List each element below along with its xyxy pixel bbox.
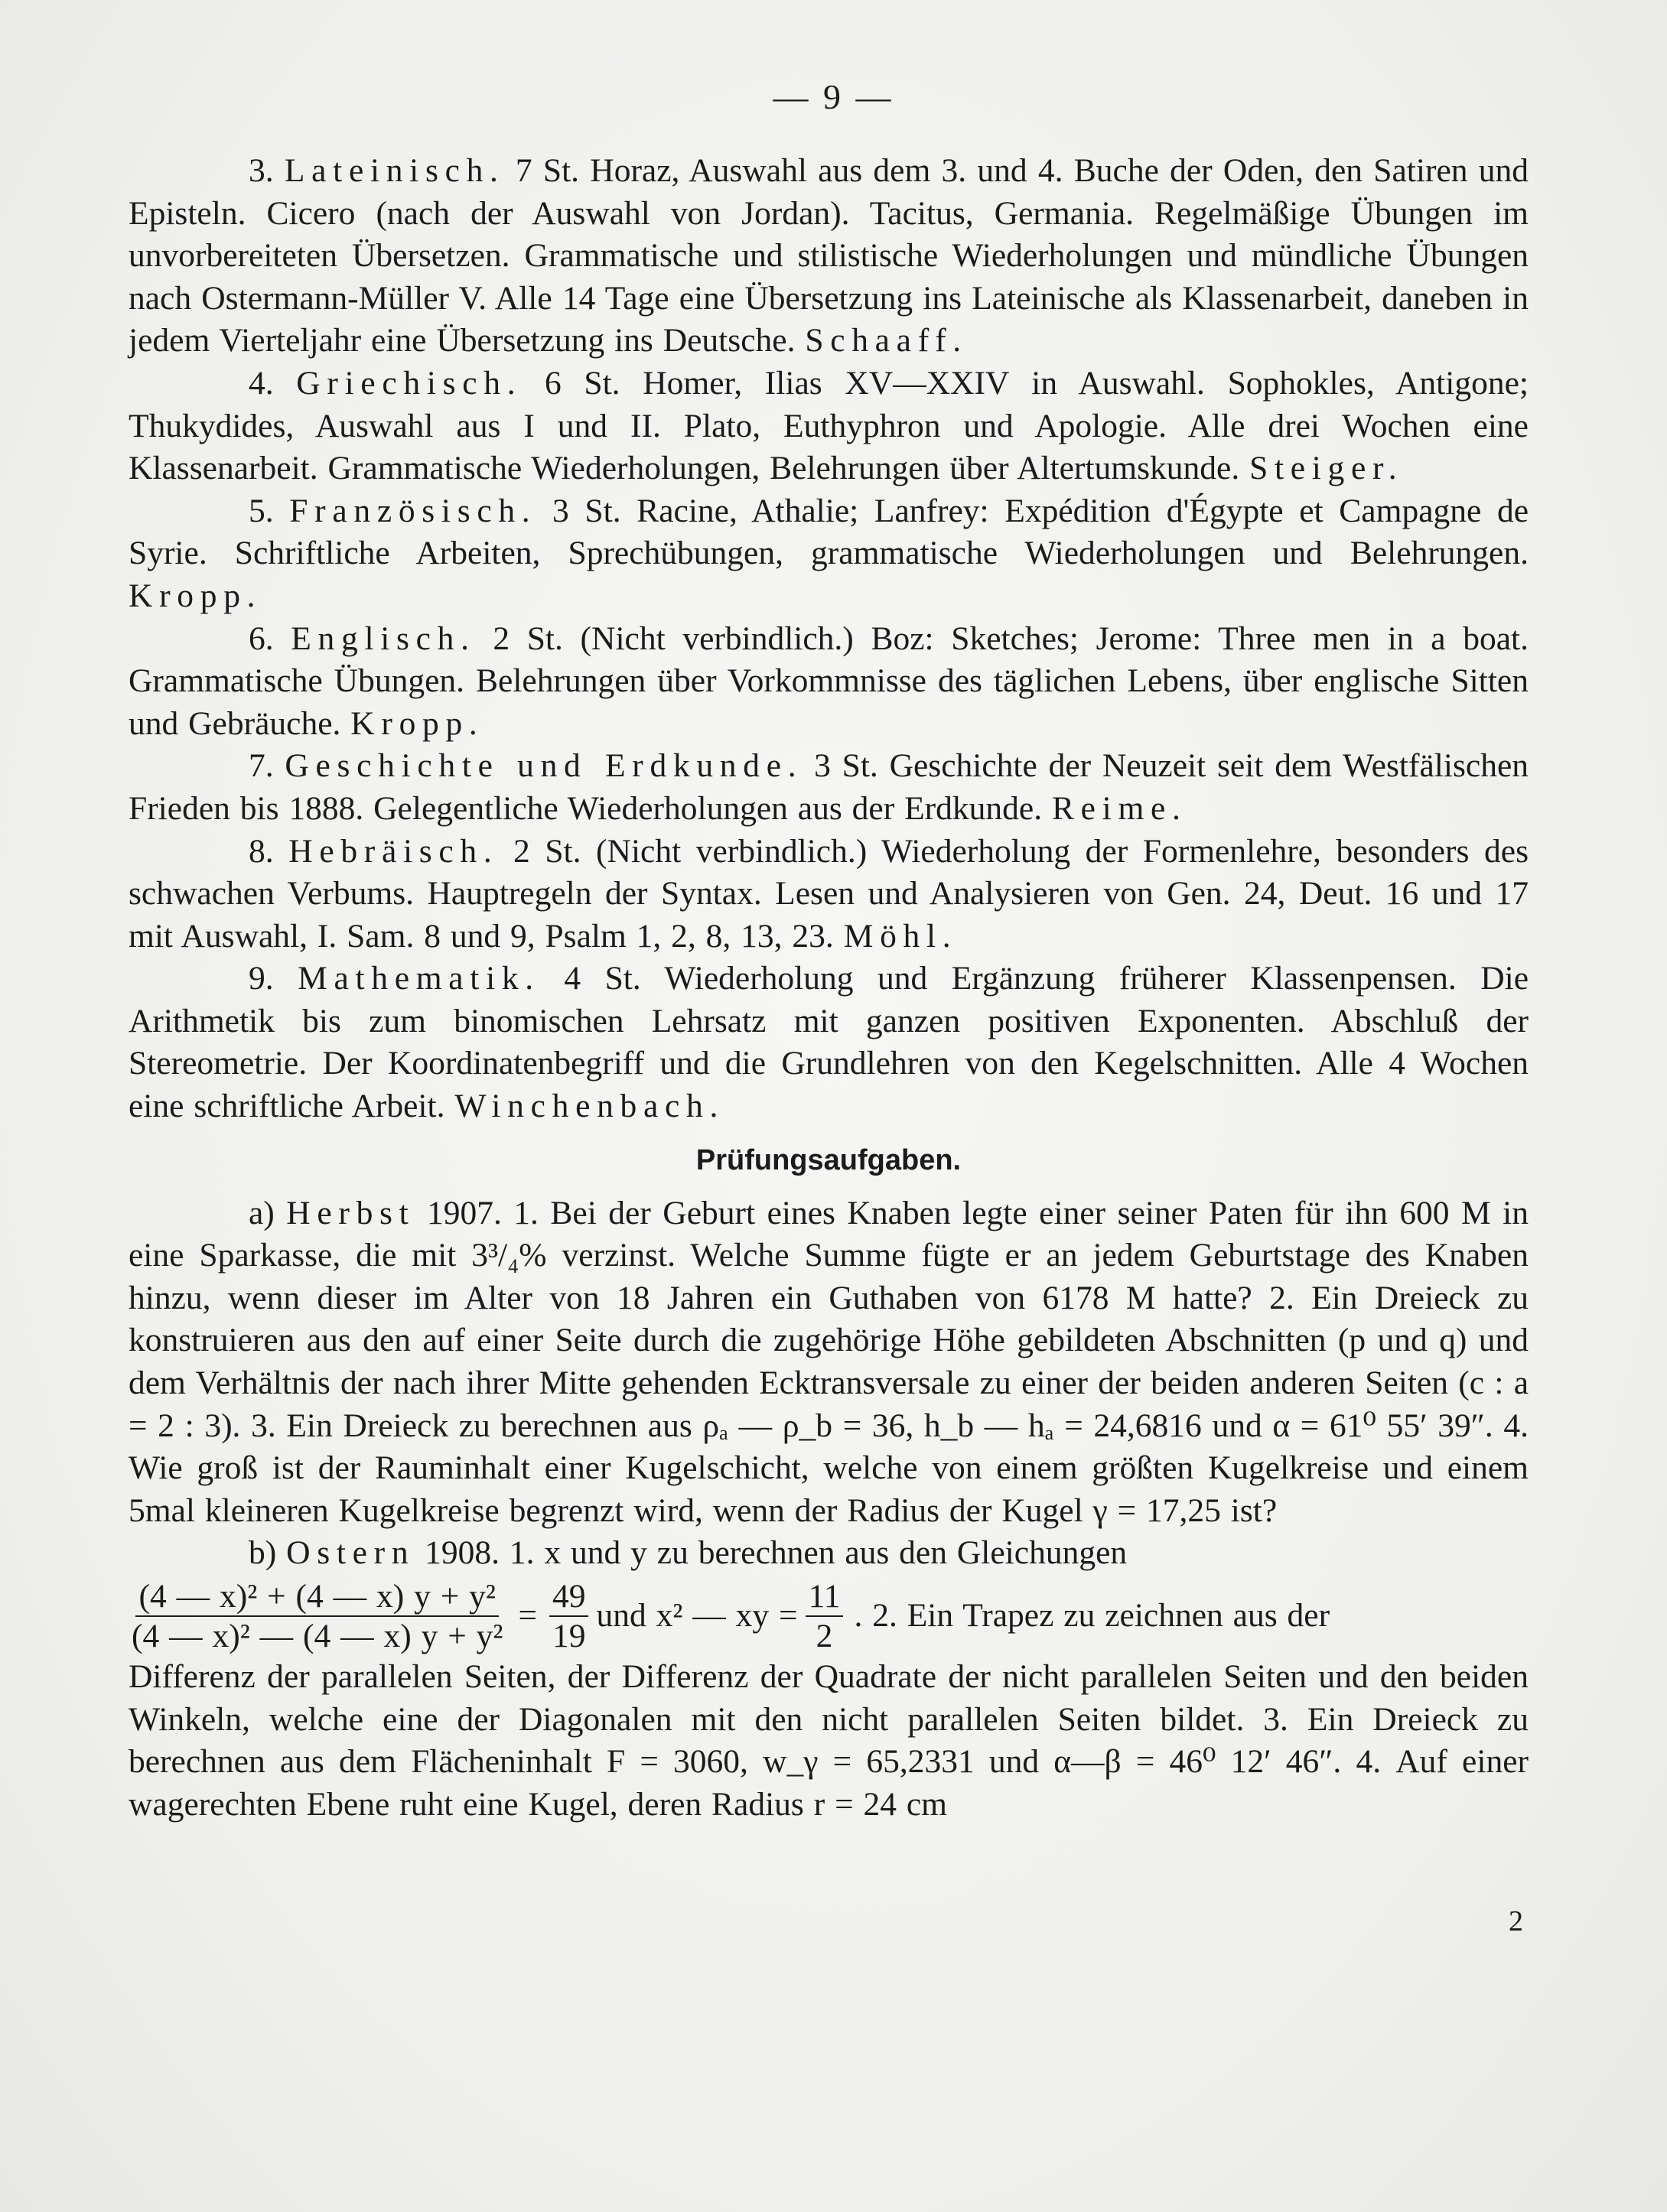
subject-name: Lateinisch. [284, 152, 505, 189]
subject-number: 3. [249, 152, 274, 189]
subject-number: 9. [249, 960, 274, 997]
section-heading-exams: Prüfungsaufgaben. [695, 1143, 962, 1176]
subject-french [129, 490, 1529, 618]
exam-text: 1. x und y zu berechnen aus den Gleichungen [509, 1534, 1128, 1572]
fraction-denominator: (4 — x)² — (4 — x) y + y² [132, 1618, 503, 1654]
exam-term: Ostern [286, 1534, 415, 1572]
exam-easter-1908-intro [129, 1532, 1529, 1575]
teacher-name: Steiger. [1249, 450, 1404, 487]
subject-name: Hebräisch. [288, 832, 499, 870]
subject-text: 3 St. Geschichte der Neuzeit seit dem Westfälischen Frieden bis 1888. Gelegentliche Wiederholungen aus der Erdkunde. [129, 747, 1529, 827]
exam-label: a) [249, 1194, 275, 1231]
fraction-numerator: 11 [806, 1577, 844, 1617]
teacher-name: Winchenbach. [454, 1088, 725, 1125]
subject-english [129, 618, 1529, 746]
fraction-rhs-2 [806, 1577, 844, 1655]
subject-greek [129, 363, 1529, 490]
subject-number: 7. [249, 747, 274, 785]
subject-number: 6. [249, 620, 274, 657]
subject-name: Mathematik. [298, 960, 540, 997]
teacher-name: Möhl. [843, 917, 958, 955]
signature-mark: 2 [1509, 1905, 1523, 1937]
exam-easter-1908-rest [129, 1656, 1529, 1826]
exam-year: 1907. [426, 1194, 502, 1231]
exam-text: 1. Bei der Geburt eines Knaben legte einer seiner Paten für ihn 600 M in eine Sparkasse, die mit 3³/₄% verzinst. Welche Summe fügte er an jedem Geburtstage des Knaben hinzu, wenn dieser im Alter von 18 Jahren ein Guthaben von 6178 M hatte? 2. Ein Dreieck zu konstruieren aus den auf einer Seite durch die zugehörige Höhe gebildeten Abschnitten (p und q) und dem Verhältnis der nach ihrer Mitte gehenden Ecktransversale zu einer der beiden anderen Seiten (c : a = 2 : 3). 3. Ein Dreieck zu berechnen aus ρₐ — ρ_b = 36, h_b — hₐ = 24,6816 und α = 61⁰ 55′ 39″. 4. Wie groß ist der Rauminhalt einer Kugelschicht, welche von einem größten Kugelkreise und einem 5mal kleineren Kugelkreise begrenzt wird, wenn der Radius der Kugel γ = 17,25 ist? [129, 1194, 1529, 1529]
equation-trailing-text: . 2. Ein Trapez zu zeichnen aus der [854, 1597, 1330, 1635]
exam-text: Differenz der parallelen Seiten, der Differenz der Quadrate der nicht parallelen Seiten und den beiden Winkeln, welche eine der Diagonalen mit den nicht parallelen Seiten bildet. 3. Ein Dreieck zu berechnen aus dem Flächeninhalt F = 3060, w_γ = 65,2331 und α—β = 46⁰ 12′ 46″. 4. Auf einer wagerechten Ebene ruht eine Kugel, deren Radius r = 24 cm [129, 1658, 1529, 1823]
teacher-name: Reime. [1051, 789, 1187, 827]
exam-year: 1908. [425, 1534, 500, 1572]
fraction-lhs [129, 1577, 506, 1655]
exam-label: b) [249, 1534, 277, 1572]
subject-text: 6 St. Homer, Ilias XV—XXIV in Auswahl. Sophokles, Antigone; Thukydides, Auswahl aus I und II. Plato, Euthyphron und Apologie. Alle drei Wochen eine Klassenarbeit. Grammatische Wiederholungen, Belehrungen über Altertumskunde. [129, 364, 1529, 487]
subject-mathematics [129, 958, 1529, 1127]
equation-connector: und x² — xy = [596, 1597, 798, 1635]
fraction-numerator: (4 — x)² + (4 — x) y + y² [135, 1577, 498, 1617]
subject-text: 3 St. Racine, Athalie; Lanfrey: Expédition d'Égypte et Campagne de Syrie. Schriftliche Arbeiten, Sprechübungen, grammatische Wiederholungen und Belehrungen. [129, 492, 1529, 572]
subject-number: 8. [249, 832, 274, 870]
subject-latin [129, 150, 1529, 363]
page-number: — 9 — [773, 77, 894, 116]
exam-term: Herbst [286, 1194, 415, 1231]
subject-text: 4 St. Wiederholung und Ergänzung früherer Klassenpensen. Die Arithmetik bis zum binomischen Lehrsatz mit ganzen positiven Exponenten. Abschluß der Stereometrie. Der Koordinatenbegriff und die Grundlehren von den Kegelschnitten. Alle 4 Wochen eine schriftliche Arbeit. [129, 960, 1529, 1125]
page-content [129, 150, 1529, 1826]
equals-sign: = [518, 1597, 537, 1635]
fraction-numerator: 49 [549, 1577, 589, 1617]
exam-autumn-1907 [129, 1192, 1529, 1533]
subject-number: 4. [249, 364, 274, 402]
subject-name: Französisch. [289, 492, 537, 529]
subject-name: Geschichte und Erdkunde. [285, 747, 803, 785]
subject-name: Englisch. [291, 620, 476, 657]
fraction-denominator: 19 [552, 1618, 586, 1654]
teacher-name: Kropp. [129, 577, 262, 614]
fraction-rhs-1 [549, 1577, 589, 1655]
subject-hebrew [129, 831, 1529, 958]
subject-text: 2 St. (Nicht verbindlich.) Boz: Sketches; Jerome: Three men in a boat. Grammatische Übungen. Belehrungen über Vorkommnisse des täglichen Lebens, über englische Sitten und Gebräuche. [129, 620, 1529, 742]
teacher-name: Kropp. [350, 704, 484, 742]
fraction-denominator: 2 [816, 1618, 833, 1654]
subject-history-geography [129, 745, 1529, 830]
subject-text: 7 St. Horaz, Auswahl aus dem 3. und 4. Buche der Oden, den Satiren und Episteln. Cicero (nach der Auswahl von Jordan). Tacitus, Germania. Regelmäßige Übungen im unvorbereiteten Übersetzen. Grammatische und stilistische Wiederholungen und mündliche Übungen nach Ostermann-Müller V. Alle 14 Tage eine Übersetzung ins Lateinische als Klassenarbeit, daneben in jedem Vierteljahr eine Übersetzung ins Deutsche. [129, 152, 1529, 359]
teacher-name: Schaaff. [805, 322, 968, 359]
subject-number: 5. [249, 492, 274, 529]
subject-name: Griechisch. [296, 364, 523, 402]
equation-system [129, 1576, 1529, 1656]
subject-text: 2 St. (Nicht verbindlich.) Wiederholung der Formenlehre, besonders des schwachen Verbums. Hauptregeln der Syntax. Lesen und Analysieren von Gen. 24, Deut. 16 und 17 mit Auswahl, I. Sam. 8 und 9, Psalm 1, 2, 8, 13, 23. [129, 832, 1529, 955]
